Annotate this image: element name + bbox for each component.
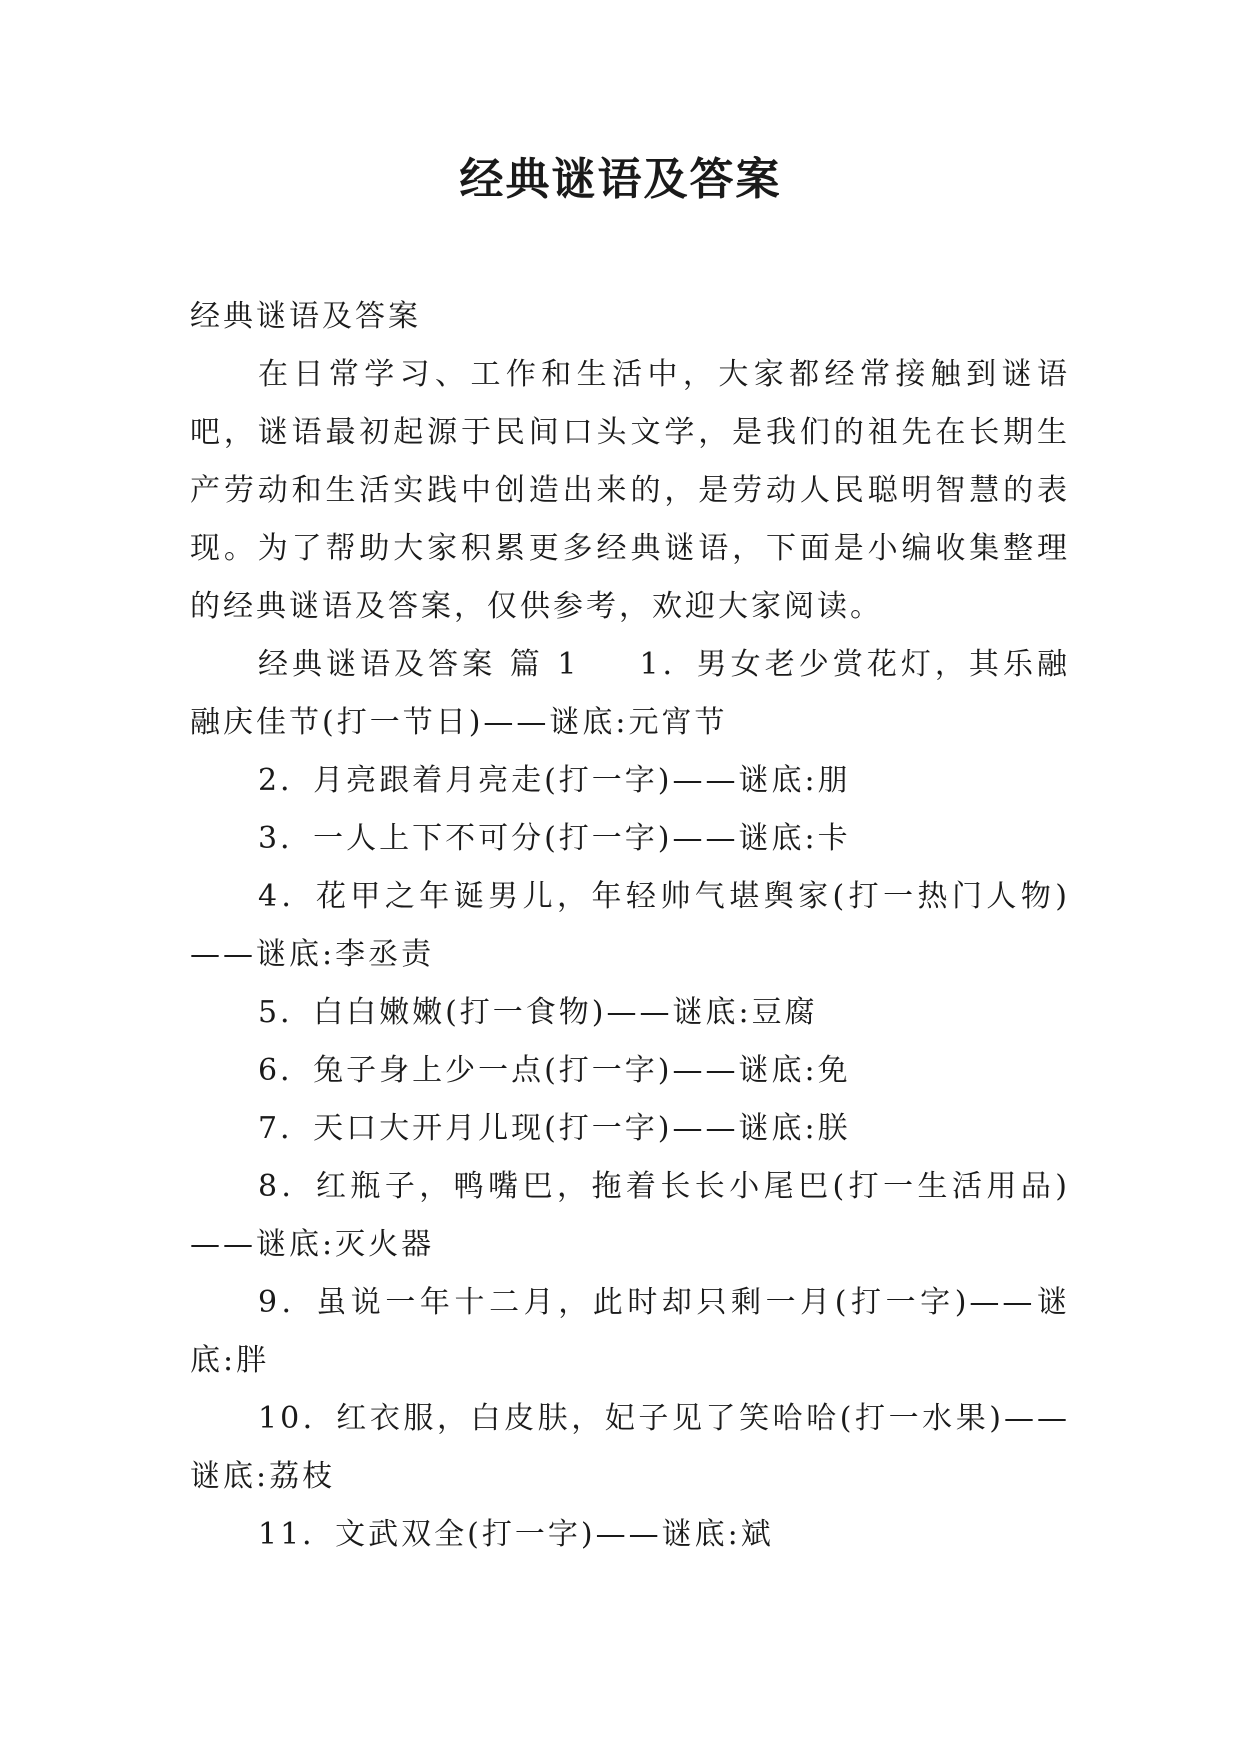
riddle-item: 8．红瓶子，鸭嘴巴，拖着长长小尾巴(打一生活用品)——谜底:灭火器 <box>190 1169 1070 1262</box>
riddle-item: 6．兔子身上少一点(打一字)——谜底:免 <box>258 1053 851 1088</box>
document-body <box>190 288 1070 1564</box>
riddle-item: 5．白白嫩嫩(打一食物)——谜底:豆腐 <box>258 995 818 1030</box>
riddle-item: 7．天口大开月儿现(打一字)——谜底:朕 <box>258 1111 851 1146</box>
section-heading: 经典谜语及答案 篇 1 <box>258 647 580 682</box>
riddle-item: 10．红衣服，白皮肤，妃子见了笑哈哈(打一水果)——谜底:荔枝 <box>190 1401 1070 1494</box>
subtitle-paragraph: 经典谜语及答案 <box>190 299 421 334</box>
riddle-item: 11．文武双全(打一字)——谜底:斌 <box>258 1517 774 1552</box>
riddle-item: 4．花甲之年诞男儿，年轻帅气堪舆家(打一热门人物)——谜底:李丞责 <box>190 879 1070 972</box>
riddle-item: 1．男女老少赏花灯，其乐融融庆佳节(打一节日)——谜底:元宵节 <box>190 647 1070 740</box>
section-first-paragraph <box>190 636 1070 752</box>
document-title: 经典谜语及答案 <box>459 154 782 205</box>
riddle-item: 2．月亮跟着月亮走(打一字)——谜底:朋 <box>258 763 851 798</box>
riddle-item: 3．一人上下不可分(打一字)——谜底:卡 <box>258 821 851 856</box>
intro-paragraph: 在日常学习、工作和生活中，大家都经常接触到谜语吧，谜语最初起源于民间口头文学，是我们的祖先在长期生产劳动和生活实践中创造出来的，是劳动人民聪明智慧的表现。为了帮助大家积累更多经典谜语，下面是小编收集整理的经典谜语及答案，仅供参考，欢迎大家阅读。 <box>190 357 1070 624</box>
riddle-item: 9．虽说一年十二月，此时却只剩一月(打一字)——谜底:胖 <box>190 1285 1070 1378</box>
